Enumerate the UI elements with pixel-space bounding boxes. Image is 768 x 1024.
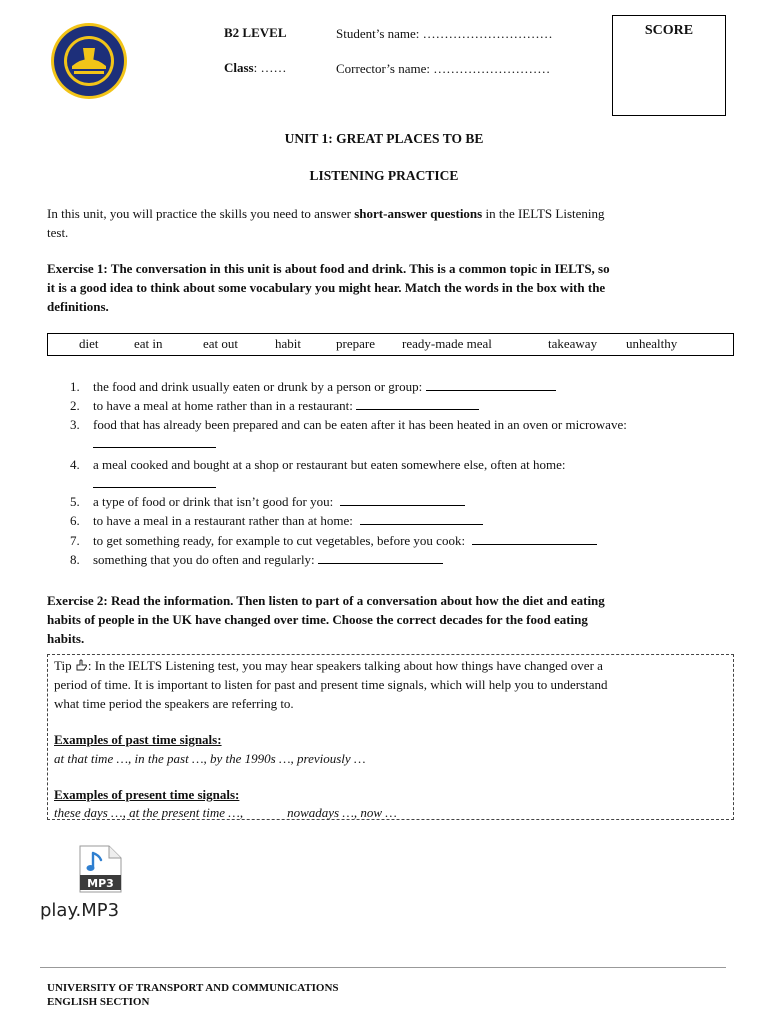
unit-title: UNIT 1: GREAT PLACES TO BE [284,131,484,146]
answer-blank[interactable] [93,475,216,488]
class-field: Class: …… [224,60,287,75]
level-label: B2 LEVEL [224,25,287,40]
audio-file-icon [77,845,123,893]
exercise1-item-8: 8. something that you do often and regularly: [70,550,735,569]
answer-blank[interactable] [340,493,465,506]
word-item: prepare [336,336,375,351]
mp3-file-icon[interactable] [77,845,123,893]
present-signals-examples: these days …, at the present time …, nowadays …, now … [54,805,397,820]
footer-university: UNIVERSITY OF TRANSPORT AND COMMUNICATIONS [47,982,339,994]
word-item: diet [79,336,99,351]
present-signals-heading: Examples of present time signals: [54,787,240,802]
past-signals-examples: at that time …, in the past …, by the 1990s …, previously … [54,751,366,766]
score-box [612,15,726,116]
university-logo [50,22,128,100]
word-item: habit [275,336,301,351]
answer-blank[interactable] [93,435,216,448]
score-label: SCORE [644,23,694,38]
hand-pointer-icon [75,659,88,671]
exercise1-item-3: 3. food that has already been prepared and can be eaten after it has been heated in an oven or microwave: [70,415,735,453]
answer-blank[interactable] [360,512,483,525]
word-item: ready-made meal [402,336,492,351]
mp3-icon-text: MP3 [87,877,114,890]
exercise1-item-7: 7. to get something ready, for example to cut vegetables, before you cook: [70,531,735,550]
footer-divider [40,967,726,968]
answer-blank[interactable] [472,532,597,545]
corrector-name-field: Corrector’s name: ……………………… [336,61,551,76]
word-item: takeaway [548,336,598,351]
intro-paragraph: In this unit, you will practice the skills you need to answer short-answer questions in the IELTS Listening test. [47,206,605,240]
student-name-field: Student’s name: ………………………… [336,26,553,41]
word-item: eat out [203,336,239,351]
section-title: LISTENING PRACTICE [309,168,459,183]
tip-text: Tip : In the IELTS Listening test, you may hear speakers talking about how things have changed over a period of time. It is important to listen for past and present time signals, which will help you to understand what time period the speakers are referring to. [54,658,608,711]
exercise1-item-4: 4. a meal cooked and bought at a shop or restaurant but eaten somewhere else, often at home: [70,455,735,493]
word-box [47,333,734,356]
exercise1-item-6: 6. to have a meal in a restaurant rather than at home: [70,511,735,530]
exercise2-instructions: Exercise 2: Read the information. Then listen to part of a conversation about how the diet and eating habits of people in the UK have changed over time. Choose the correct decades for the food eating habits. [47,593,605,646]
past-signals-heading: Examples of past time signals: [54,732,222,747]
exercise1-item-5: 5. a type of food or drink that isn’t good for you: [70,492,735,511]
answer-blank[interactable] [426,378,556,391]
answer-blank[interactable] [318,551,443,564]
footer-section: ENGLISH SECTION [47,996,150,1008]
mp3-filename[interactable]: play.MP3 [40,900,120,921]
exercise1-item-2: 2. to have a meal at home rather than in a restaurant: [70,396,735,415]
word-item: eat in [134,336,163,351]
exercise1-instructions: Exercise 1: The conversation in this unit is about food and drink. This is a common topic in IELTS, so it is a good idea to think about some vocabulary you might hear. Match the words in the box with the definitions. [47,261,610,314]
answer-blank[interactable] [356,397,479,410]
word-item: unhealthy [626,336,678,351]
exercise1-item-1: 1. the food and drink usually eaten or drunk by a person or group: [70,377,735,396]
